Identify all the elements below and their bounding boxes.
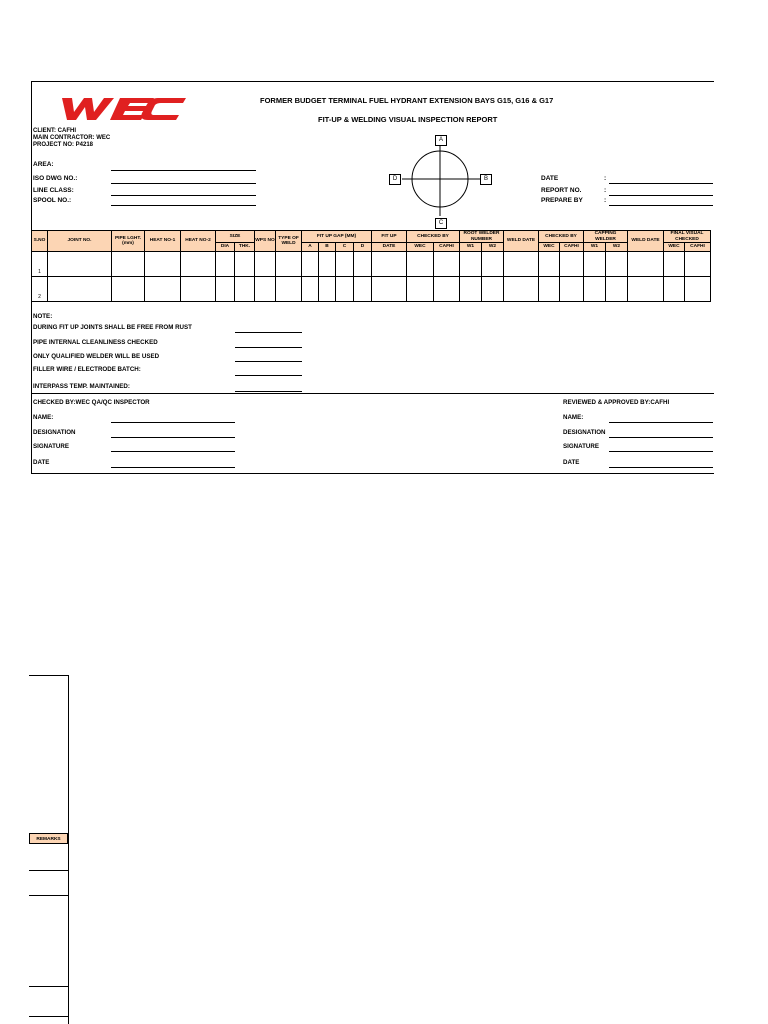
col-capping-w2: W2 xyxy=(606,243,628,252)
col-size: SIZE xyxy=(216,231,255,243)
prepare-by-field[interactable] xyxy=(609,205,713,206)
col-gap-c: C xyxy=(336,243,354,252)
inspection-table xyxy=(31,230,711,302)
report-no-sep: : xyxy=(604,187,607,194)
compass-a: A xyxy=(435,135,447,146)
left-date-field[interactable] xyxy=(111,467,235,468)
prepare-by-label: PREPARE BY xyxy=(541,197,583,204)
compass-d: D xyxy=(389,174,401,185)
remarks-rule xyxy=(29,986,68,987)
right-name-field[interactable] xyxy=(609,422,713,423)
right-signature-label: SIGNATURE xyxy=(563,443,599,450)
remarks-rule xyxy=(29,895,68,896)
col-fit-up: FIT UP xyxy=(372,231,407,243)
right-designation-label: DESIGNATION xyxy=(563,429,606,436)
col-heat-no-1: HEAT NO-1 xyxy=(145,231,181,252)
left-date-label: DATE xyxy=(33,459,50,466)
col-capping-welder: CAPPING WELDER xyxy=(584,231,628,243)
project-number: PROJECT NO: P4218 xyxy=(33,142,94,148)
note-filler-wire: FILLER WIRE / ELECTRODE BATCH: xyxy=(33,366,141,373)
area-field[interactable] xyxy=(111,170,256,171)
col-checked-by: CHECKED BY xyxy=(407,231,460,243)
note-qualified-welder: ONLY QUALIFIED WELDER WILL BE USED xyxy=(33,353,160,360)
col-thk: THK. xyxy=(235,243,255,252)
spool-no-label: SPOOL NO.: xyxy=(33,197,72,204)
signoff-divider xyxy=(31,393,714,394)
table-row xyxy=(32,277,711,302)
col-checked-cafhi: CAFHI xyxy=(434,243,460,252)
spool-no-field[interactable] xyxy=(111,205,256,206)
client-name: CLIENT: CAFHI xyxy=(33,128,76,134)
compass-b: B xyxy=(480,174,492,185)
col-checked-by-2: CHECKED BY xyxy=(539,231,584,243)
col-checked2-wec: WEC xyxy=(539,243,560,252)
remarks-column-right xyxy=(68,675,69,1024)
col-fit-up-date: DATE xyxy=(372,243,407,252)
date-sep: : xyxy=(604,175,607,182)
remarks-header: REMARKS xyxy=(29,833,68,844)
note-rust-field[interactable] xyxy=(235,332,302,333)
note-interpass: INTERPASS TEMP. MAINTAINED: xyxy=(33,383,130,390)
col-wps-no: WPS NO xyxy=(255,231,276,252)
left-designation-field[interactable] xyxy=(111,437,235,438)
note-rust: DURING FIT UP JOINTS SHALL BE FREE FROM RUST xyxy=(33,324,192,331)
note-cleanliness: PIPE INTERNAL CLEANLINESS CHECKED xyxy=(33,339,158,346)
note-interpass-field[interactable] xyxy=(235,391,302,392)
col-pipe-length: PIPE LGHT. (mm) xyxy=(112,231,145,252)
main-contractor: MAIN CONTRACTOR: WEC xyxy=(33,135,111,141)
col-root-w2: W2 xyxy=(482,243,504,252)
row-number: 1 xyxy=(32,252,48,277)
right-date-label: DATE xyxy=(563,459,580,466)
report-subtitle: FIT-UP & WELDING VISUAL INSPECTION REPORT xyxy=(318,115,498,124)
note-filler-field[interactable] xyxy=(235,375,302,376)
col-checked2-cafhi: CAFHI xyxy=(560,243,584,252)
col-checked-wec: WEC xyxy=(407,243,434,252)
right-designation-field[interactable] xyxy=(609,437,713,438)
remarks-top-rule xyxy=(29,675,68,676)
table-row xyxy=(32,252,711,277)
checked-by-heading: CHECKED BY:WEC QA/QC INSPECTOR xyxy=(33,399,150,406)
col-final-visual: FINAL VISUAL CHECKED xyxy=(664,231,711,243)
col-gap-b: B xyxy=(319,243,336,252)
col-heat-no-2: HEAT NO-2 xyxy=(181,231,216,252)
wec-logo xyxy=(54,96,186,122)
note-welder-field[interactable] xyxy=(235,361,302,362)
line-class-label: LINE CLASS: xyxy=(33,187,74,194)
remarks-rule xyxy=(29,870,68,871)
col-gap-d: D xyxy=(354,243,372,252)
approved-by-heading: REVIEWED & APPROVED BY:CAFHI xyxy=(563,399,670,406)
report-title: FORMER BUDGET TERMINAL FUEL HYDRANT EXTENSION BAYS G15, G16 & G17 xyxy=(260,96,554,105)
col-root-w1: W1 xyxy=(460,243,482,252)
right-name-label: NAME: xyxy=(563,414,584,421)
col-type-of-weld: TYPE OF WELD xyxy=(276,231,302,252)
col-final-wec: WEC xyxy=(664,243,685,252)
report-no-label: REPORT NO. xyxy=(541,187,582,194)
date-label: DATE xyxy=(541,175,559,182)
joint-orientation-diagram xyxy=(398,142,482,220)
col-gap-a: A xyxy=(302,243,319,252)
line-class-field[interactable] xyxy=(111,195,256,196)
date-field[interactable] xyxy=(609,183,713,184)
iso-dwg-field[interactable] xyxy=(111,183,256,184)
client-info xyxy=(33,128,110,149)
right-signature-field[interactable] xyxy=(609,451,713,452)
left-signature-field[interactable] xyxy=(111,451,235,452)
col-dia: DIA xyxy=(216,243,235,252)
notes-heading: NOTE: xyxy=(33,313,53,320)
prepare-by-sep: : xyxy=(604,197,607,204)
col-root-welder: ROOT WELDER NUMBER xyxy=(460,231,504,243)
row-number: 2 xyxy=(32,277,48,302)
left-signature-label: SIGNATURE xyxy=(33,443,69,450)
report-no-field[interactable] xyxy=(609,195,713,196)
col-capping-w1: W1 xyxy=(584,243,606,252)
col-weld-date-2: WELD DATE xyxy=(628,231,664,252)
area-label: AREA: xyxy=(33,161,54,168)
col-fit-up-gap: FIT UP GAP (MM) xyxy=(302,231,372,243)
left-name-label: NAME: xyxy=(33,414,54,421)
col-final-cafhi: CAFHI xyxy=(685,243,711,252)
col-joint-no: JOINT NO. xyxy=(48,231,112,252)
left-designation-label: DESIGNATION xyxy=(33,429,76,436)
compass-c: C xyxy=(435,218,447,229)
col-weld-date: WELD DATE xyxy=(504,231,539,252)
remarks-rule xyxy=(29,1016,68,1017)
left-name-field[interactable] xyxy=(111,422,235,423)
right-date-field[interactable] xyxy=(609,467,713,468)
iso-dwg-label: ISO DWG NO.: xyxy=(33,175,78,182)
note-cleanliness-field[interactable] xyxy=(235,347,302,348)
col-sno: S.NO xyxy=(32,231,48,252)
